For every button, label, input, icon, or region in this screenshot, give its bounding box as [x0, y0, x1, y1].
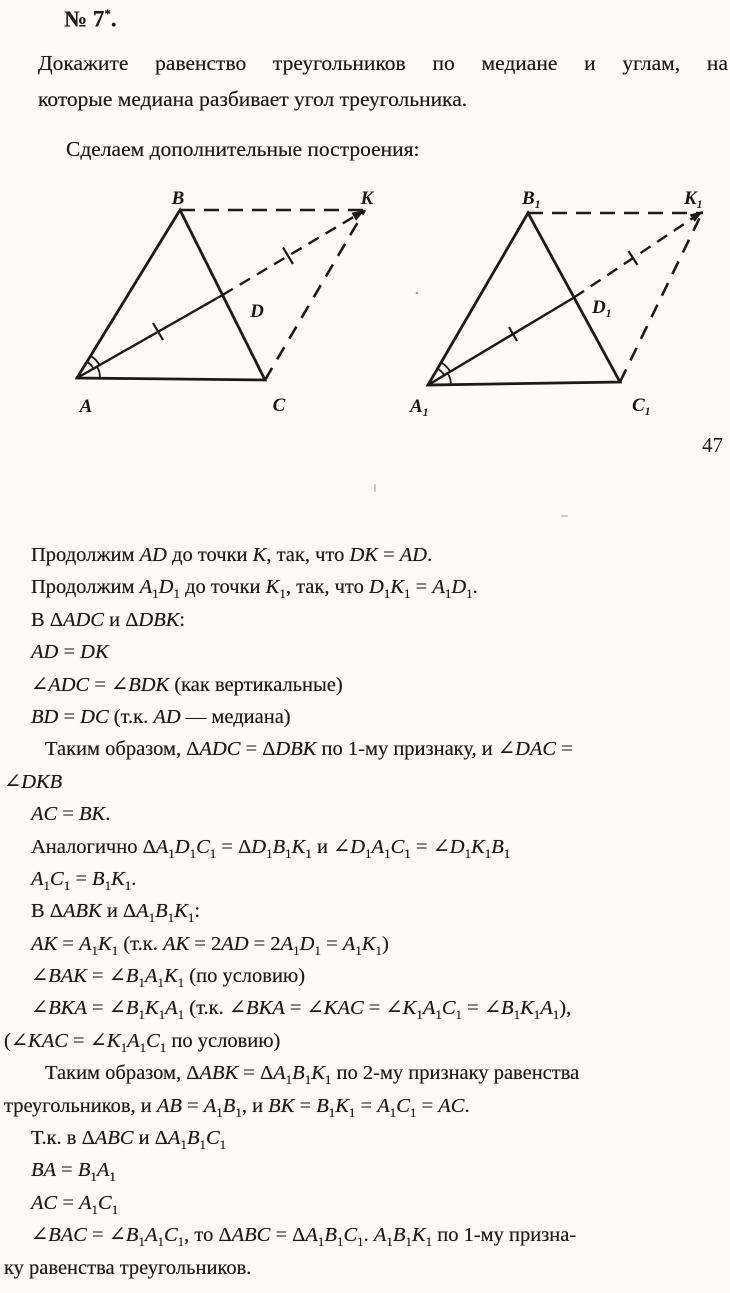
angle-arc-BAD-inner	[87, 362, 94, 369]
angle-arc-BAD-outer	[91, 356, 100, 365]
proof-line: ∠DKB	[4, 770, 63, 793]
angle-arc-B1A1D1-outer	[441, 363, 450, 372]
problem-statement-line2: которые медиана разбивает угол треугольника.	[38, 87, 468, 111]
diagram-triangle-ABC	[58, 183, 388, 418]
proof-line: Аналогично $\Delta A_1D_1C_1 = \Delta D_1B_1K_1$ и $\angle D_1A_1C_1$ = $\angle D_1K_1B_1$	[31, 835, 511, 861]
problem-number-star: *	[104, 6, 111, 21]
angle-arc-D1A1C1	[448, 373, 451, 384]
vertex-label-K: K	[360, 188, 374, 209]
vertex-label-B1: $B_1$	[522, 188, 541, 211]
proof-line: BA = $B_1A_1$	[31, 1159, 116, 1185]
scan-speck	[561, 515, 568, 517]
vertex-label-A: A	[79, 396, 93, 417]
proof-line: $A_1C_1 = B_1K_1$.	[31, 867, 137, 893]
diagram-triangle-A1B1C1	[396, 183, 730, 418]
proof-text	[0, 539, 730, 1284]
proof-line: ∠BAK = $\angle B_1A_1K_1$ (по условию)	[31, 965, 306, 991]
proof-line: Таким образом, ΔADC = ΔDBK по 1-му признаку, и ∠DAC =	[45, 738, 573, 761]
proof-line: ку равенства треугольников.	[4, 1256, 252, 1279]
proof-line: AD = DK	[31, 641, 109, 664]
median-AD-line	[77, 295, 223, 378]
arrowhead-at-K	[352, 210, 366, 221]
tick-mark-DK	[283, 248, 293, 265]
vertex-label-K1: $K_1$	[684, 188, 703, 211]
scan-dot	[416, 292, 419, 295]
problem-number	[64, 6, 117, 33]
triangle-ABC-sides	[77, 210, 265, 380]
tick-mark-AD	[153, 323, 163, 340]
proof-line: Продолжим AD до точки K, так, что DK = AD.	[31, 544, 433, 566]
angle-arc-DAC	[97, 367, 100, 379]
proof-line: AC = $A_1C_1$	[31, 1191, 119, 1217]
problem-number-text: № 7	[64, 6, 105, 32]
segment-C1K1-dashed-line	[620, 211, 703, 382]
scan-speck	[374, 484, 376, 492]
vertex-label-A1: $A_1$	[410, 396, 429, 418]
segment-CK-dashed-line	[265, 210, 365, 380]
angle-arc-B1A1D1-inner	[438, 369, 445, 376]
vertex-label-C1: $C_1$	[632, 395, 651, 418]
proof-line: Таким образом, $\Delta ABK = \Delta A_1B_1K_1$ по 2-му признаку равенства	[45, 1062, 580, 1088]
page-number: 47	[702, 433, 723, 457]
proof-line: (∠KAC = $\angle K_1A_1C_1$ по условию)	[4, 1029, 281, 1055]
extension-D1K1-dashed-line	[574, 214, 699, 298]
proof-line: ∠BAC = $\angle B_1A_1C_1$, то $\Delta ABC = \Delta A_1B_1C_1$. $A_1B_1K_1$ по 1-му призна-	[31, 1224, 577, 1250]
proof-line: AC = BK.	[31, 803, 111, 826]
proof-line: треугольников, и AB = $A_1B_1$, и BK = $B_1K_1 = A_1C_1$ = AC.	[4, 1094, 470, 1120]
point-label-D: D	[250, 301, 264, 322]
proof-line: BD = DC (т.к. AD — медиана)	[31, 705, 291, 728]
proof-line: ∠BKA = $\angle B_1K_1A_1$ (т.к. ∠BKA = ∠KAC = $\angle K_1A_1C_1$ = $\angle B_1K_1A_1$),	[31, 997, 572, 1023]
proof-line: В ΔADC и ΔDBK:	[31, 608, 186, 631]
problem-statement	[38, 45, 728, 117]
proof-line: AK = $A_1K_1$ (т.к. AK = $2AD = 2A_1D_1 = A_1K_1$)	[31, 932, 389, 958]
constructions-label: Сделаем дополнительные построения:	[66, 137, 420, 161]
tick-mark-D1K1	[629, 251, 638, 265]
proof-line: ∠ADC = ∠BDK (как вертикальные)	[31, 673, 343, 696]
proof-line: В ΔABK и $\Delta A_1B_1K_1$:	[31, 900, 201, 926]
tick-mark-A1D1	[509, 327, 517, 341]
proof-line: Т.к. в ΔABC и $\Delta A_1B_1C_1$	[31, 1127, 227, 1153]
vertex-label-B: B	[171, 188, 185, 209]
proof-line: Продолжим $A_1D_1$ до точки $K_1$, так, что $D_1K_1 = A_1D_1$.	[31, 576, 478, 602]
point-label-D1: $D_1$	[592, 297, 612, 320]
vertex-label-C: C	[272, 395, 286, 416]
problem-statement-line1: Докажите равенство треугольников по медиане и углам, на	[38, 51, 728, 75]
problem-number-period: .	[110, 6, 117, 32]
